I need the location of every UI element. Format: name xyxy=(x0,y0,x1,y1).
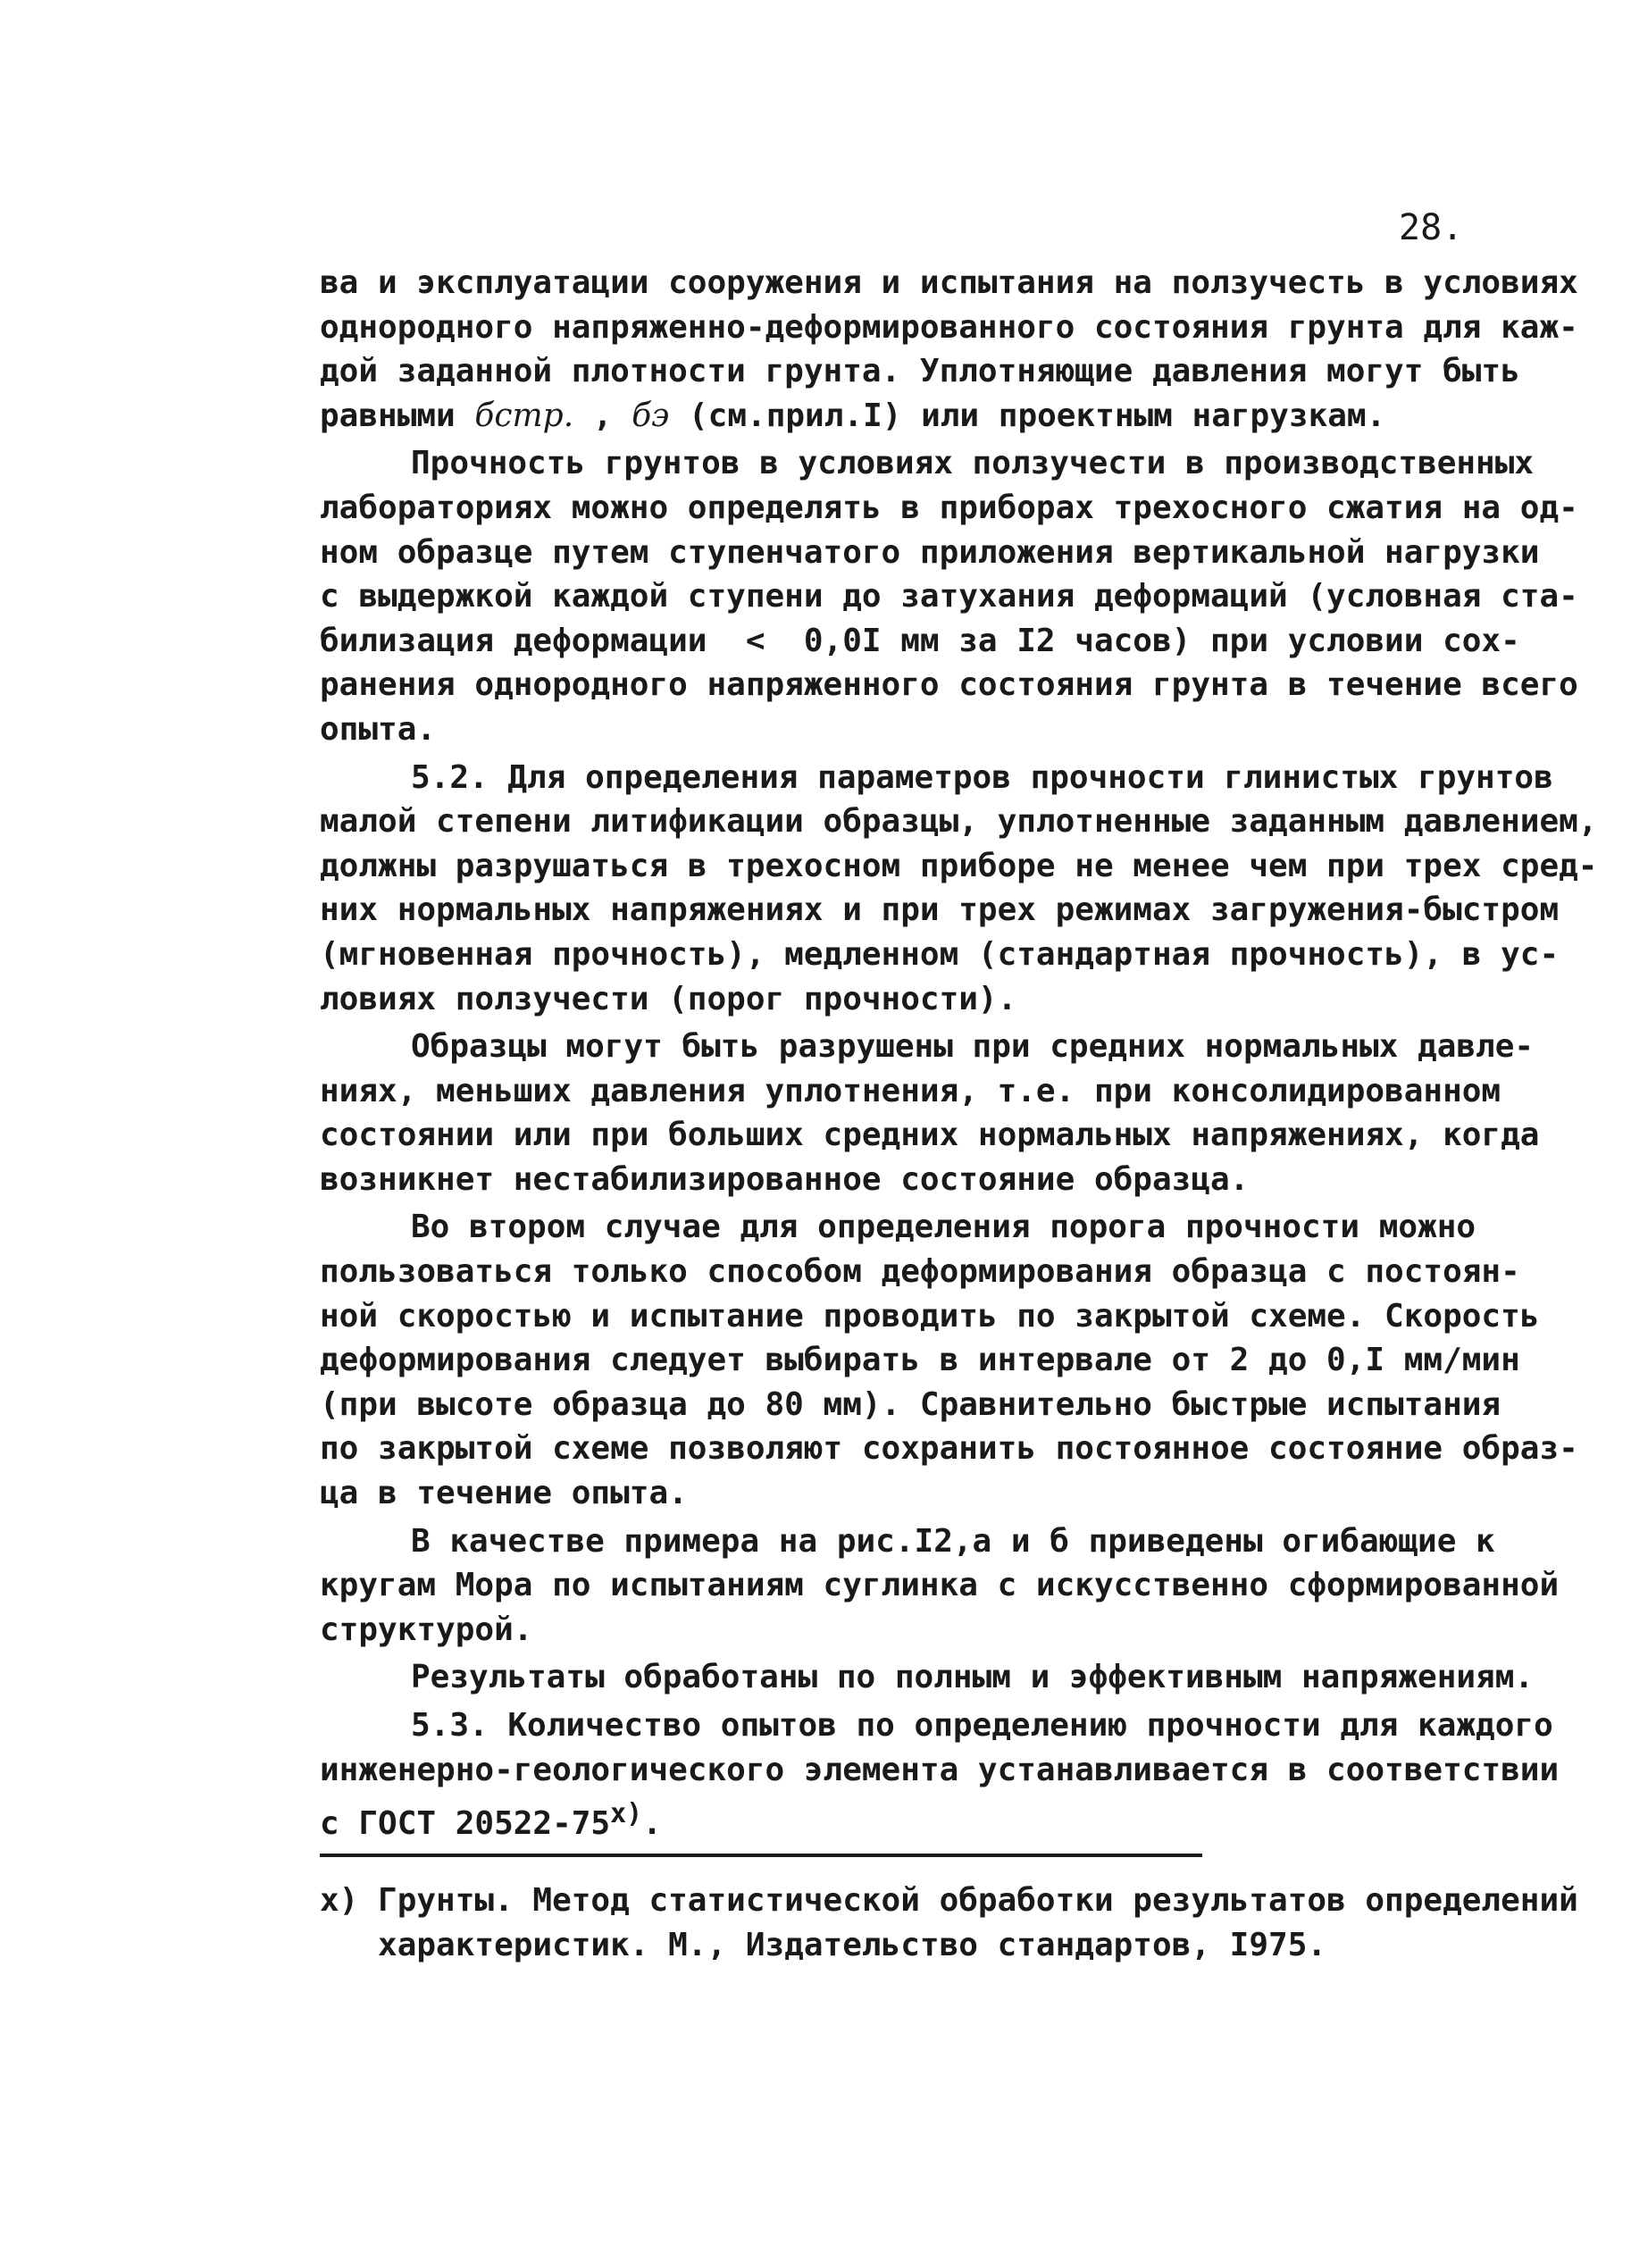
text-line: однородного напряженно-деформированного состояния грунта для каж- xyxy=(320,308,1578,346)
text-line: должны разрушаться в трехосном приборе не менее чем при трех сред- xyxy=(320,847,1598,884)
paragraph-start: Во втором случае для определения порога прочности можно xyxy=(411,1209,1476,1246)
text-line: по закрытой схеме позволяют сохранить постоянное состояние образ- xyxy=(320,1430,1578,1468)
text-line: состоянии или при больших средних нормальных напряжениях, когда xyxy=(320,1117,1540,1154)
text-line: малой степени литификации образцы, уплотненные заданным давлением, xyxy=(320,803,1598,841)
text-line: дой заданной плотности грунта. Уплотняющие давления могут быть xyxy=(320,353,1520,390)
text-line: ном образце путем ступенчатого приложения вертикальной нагрузки xyxy=(320,533,1540,571)
footnote-ref-marker: х) xyxy=(610,1798,643,1830)
section-5-2-start: 5.2. Для определения параметров прочности глинистых грунтов xyxy=(411,758,1553,796)
text-line: билизация деформации < 0,0I мм за I2 часов) при условии сох- xyxy=(320,622,1520,659)
page-number: 28. xyxy=(1399,207,1464,248)
text-line: пользоваться только способом деформирования образца с постоян- xyxy=(320,1253,1520,1291)
footnote-line: характеристик. М., Издательство стандартов, I975. xyxy=(320,1926,1327,1963)
text-line: ца в течение опыта. xyxy=(320,1475,688,1512)
paragraph-start: В качестве примера на рис.I2,а и б приведены огибающие к xyxy=(411,1522,1495,1560)
section-5-3-start: 5.3. Количество опытов по определению прочности для каждого xyxy=(411,1707,1553,1744)
sigma-str-symbol: бстр. xyxy=(474,397,574,434)
text-line: лабораториях можно определять в приборах трехосного сжатия на од- xyxy=(320,489,1578,526)
footnote xyxy=(320,1879,1578,1967)
text-line: структурой. xyxy=(320,1611,533,1648)
text-line: с выдержкой каждой ступени до затухания деформаций (условная ста- xyxy=(320,578,1578,615)
text-line: ной скоростью и испытание проводить по закрытой схеме. Скорость xyxy=(320,1297,1540,1335)
text-line: деформирования следует выбирать в интервале от 2 до 0,I мм/мин xyxy=(320,1342,1520,1379)
text-fragment: (см.прил.I) или проектным нагрузкам. xyxy=(669,397,1386,434)
text-line: ниях, меньших давления уплотнения, т.е. при консолидированном xyxy=(320,1072,1501,1109)
text-line: (мгновенная прочность), медленном (стандартная прочность), в ус- xyxy=(320,935,1560,973)
text-line: них нормальных напряжениях и при трех режимах загружения-быстром xyxy=(320,891,1560,929)
sigma-e-symbol: бэ xyxy=(631,397,670,434)
text-fragment: . xyxy=(642,1805,662,1843)
text-line: ранения однородного напряженного состояния грунта в течение всего xyxy=(320,666,1578,704)
text-fragment: с ГОСТ 20522-75 xyxy=(320,1805,611,1843)
text-line: ва и эксплуатации сооружения и испытания на ползучесть в условиях xyxy=(320,264,1578,301)
text-fragment: , xyxy=(573,397,632,434)
paragraph-start: Результаты обработаны по полным и эффективным напряжениям. xyxy=(411,1659,1535,1696)
text-line: ловиях ползучести (порог прочности). xyxy=(320,980,1017,1017)
paragraph-start: Прочность грунтов в условиях ползучести в производственных xyxy=(411,445,1535,482)
text-line-with-footnote-ref xyxy=(320,1792,1517,1846)
text-line: (при высоте образца до 80 мм). Сравнительно быстрые испытания xyxy=(320,1385,1501,1423)
text-line: кругам Мора по испытаниям суглинка с искусственно сформированной xyxy=(320,1567,1560,1604)
text-line-with-symbols xyxy=(320,394,1517,439)
footnote-divider xyxy=(320,1854,1202,1857)
text-line: возникнет нестабилизированное состояние образца. xyxy=(320,1160,1250,1198)
text-fragment: равными xyxy=(320,397,475,434)
footnote-line: х) Грунты. Метод статистической обработки результатов определений xyxy=(320,1882,1578,1919)
text-line: инженерно-геологического элемента устанавливается в соответствии xyxy=(320,1751,1560,1788)
paragraph-start: Образцы могут быть разрушены при средних нормальных давле- xyxy=(411,1028,1535,1066)
text-line: опыта. xyxy=(320,710,437,748)
main-text xyxy=(320,261,1598,1846)
